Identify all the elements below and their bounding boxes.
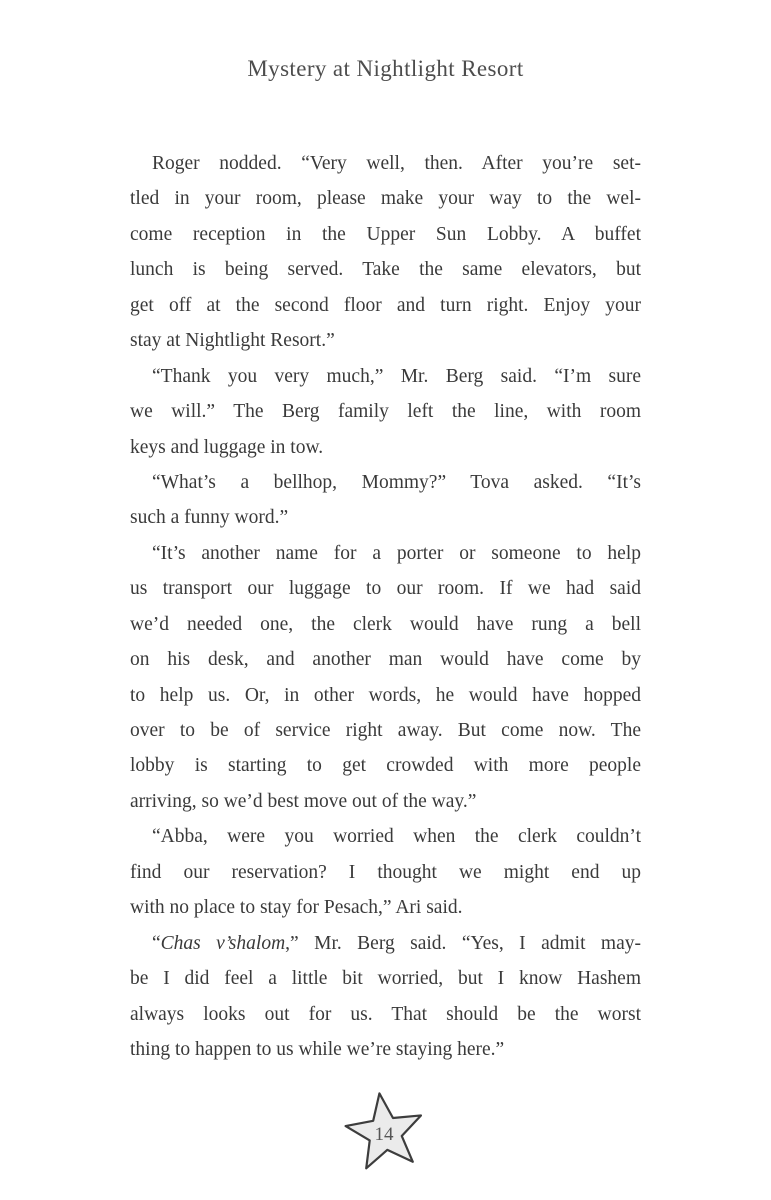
- text-span: always looks out for us. That should be the worst: [130, 1003, 641, 1025]
- text-span: we will.” The Berg family left the line, with room: [130, 401, 641, 423]
- paragraph: [130, 465, 641, 536]
- text-span: “Abba, were you worried when the clerk couldn’t: [152, 826, 641, 848]
- text-span: “What’s a bellhop, Mommy?” Tova asked. “It’s: [152, 471, 641, 493]
- text-line: [130, 890, 641, 925]
- text-line: [130, 288, 641, 323]
- text-span: lunch is being served. Take the same elevators, but: [130, 259, 641, 281]
- running-header: Mystery at Nightlight Resort: [247, 56, 524, 81]
- text-line: [130, 713, 641, 748]
- text-span: to help us. Or, in other words, he would have hopped: [130, 684, 641, 706]
- text-line: [130, 394, 641, 429]
- text-line: [130, 642, 641, 677]
- star-icon: [335, 1081, 435, 1185]
- text-line: [130, 678, 641, 713]
- text-line: [130, 1032, 641, 1067]
- text-span: Roger nodded. “Very well, then. After you’re set-: [152, 153, 641, 174]
- text-span: we’d needed one, the clerk would have rung a bell: [130, 613, 641, 635]
- paragraph: [130, 536, 641, 820]
- text-span: get off at the second floor and turn right. Enjoy your: [130, 294, 641, 316]
- page-number-star: [335, 1081, 435, 1185]
- paragraph: [130, 359, 641, 465]
- text-span: keys and luggage in tow.: [130, 436, 324, 458]
- paragraph: [130, 819, 641, 925]
- text-line: [130, 217, 641, 252]
- text-span: with no place to stay for Pesach,” Ari said.: [130, 897, 463, 919]
- text-span: “: [152, 932, 161, 954]
- text-line: [130, 146, 641, 181]
- text-span: tled in your room, please make your way to the wel-: [130, 188, 641, 210]
- text-line: [130, 536, 641, 571]
- paragraph: [130, 926, 641, 1068]
- text-line: [130, 855, 641, 890]
- text-line: [130, 359, 641, 394]
- text-span: stay at Nightlight Resort.”: [130, 330, 335, 352]
- text-line: [130, 926, 641, 961]
- text-span: lobby is starting to get crowded with more people: [130, 755, 641, 777]
- text-line: [130, 465, 641, 500]
- text-span: arriving, so we’d best move out of the way.”: [130, 790, 477, 812]
- text-span: come reception in the Upper Sun Lobby. A buffet: [130, 223, 641, 245]
- text-line: [130, 819, 641, 854]
- italic-phrase: Chas v’shalom: [160, 932, 286, 954]
- text-span: such a funny word.”: [130, 507, 289, 529]
- text-span: find our reservation? I thought we might end up: [130, 861, 641, 883]
- text-line: [130, 997, 641, 1032]
- text-line: [130, 323, 641, 358]
- text-span: ,” Mr. Berg said. “Yes, I admit may-: [285, 932, 641, 954]
- text-line: [130, 961, 641, 996]
- text-span: “It’s another name for a porter or someone to help: [152, 542, 641, 564]
- text-span: be I did feel a little bit worried, but I know Hashem: [130, 968, 641, 990]
- text-line: [130, 500, 641, 535]
- text-span: “Thank you very much,” Mr. Berg said. “I’m sure: [152, 365, 641, 387]
- body-text: [130, 146, 641, 1067]
- text-span: thing to happen to us while we’re staying here.”: [130, 1038, 505, 1060]
- text-line: [130, 571, 641, 606]
- text-line: [130, 430, 641, 465]
- page-number: 14: [374, 1124, 394, 1145]
- text-span: on his desk, and another man would have come by: [130, 649, 641, 671]
- paragraph: [130, 146, 641, 359]
- text-span: us transport our luggage to our room. If we had said: [130, 578, 641, 600]
- text-span: over to be of service right away. But come now. The: [130, 720, 641, 741]
- text-line: [130, 607, 641, 642]
- text-line: [130, 252, 641, 287]
- text-line: [130, 748, 641, 783]
- text-line: [130, 784, 641, 819]
- text-line: [130, 181, 641, 216]
